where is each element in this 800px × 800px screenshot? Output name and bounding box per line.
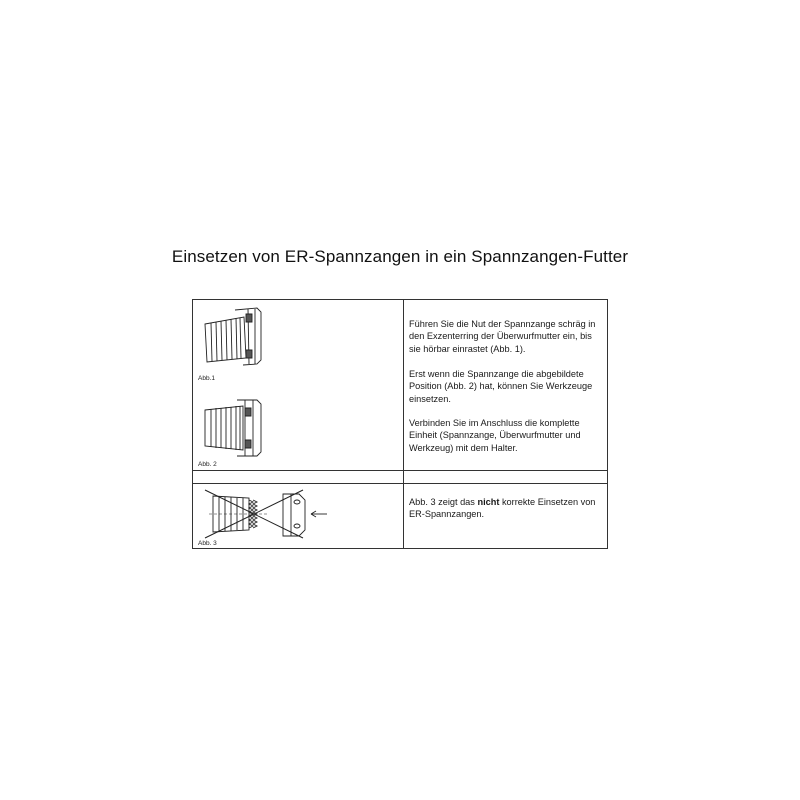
crossed-out-incorrect-insertion-drawing bbox=[199, 486, 339, 540]
figure-label: Abb.1 bbox=[198, 375, 215, 382]
instruction-table bbox=[192, 299, 608, 549]
figure-label: Abb. 3 bbox=[198, 540, 217, 547]
column-divider bbox=[403, 300, 404, 548]
row-divider bbox=[193, 483, 607, 484]
warning-paragraph bbox=[409, 496, 605, 521]
row-divider bbox=[193, 470, 607, 471]
page-title: Einsetzen von ER-Spannzangen in ein Spannzangen-Futter bbox=[171, 247, 629, 266]
collet-angled-insertion-drawing bbox=[199, 304, 269, 370]
instruction-paragraph: Verbinden Sie im Anschluss die komplette Einheit (Spannzange, Überwurfmutter und Werkzeug) mit dem Halter. bbox=[409, 418, 581, 453]
instruction-paragraph: Erst wenn die Spannzange die abgebildete Position (Abb. 2) hat, können Sie Werkzeuge einsetzen. bbox=[409, 369, 593, 404]
figure-label: Abb. 2 bbox=[198, 461, 217, 468]
warning-emphasis: nicht bbox=[477, 497, 500, 507]
instruction-paragraph: Führen Sie die Nut der Spannzange schräg in den Exzenterring der Überwurfmutter ein, bis sie hörbar einrastet (Abb. 1). bbox=[409, 319, 596, 354]
collet-seated-position-drawing bbox=[199, 394, 269, 460]
warning-text: korrekte Einsetzen von ER-Spannzangen. bbox=[409, 497, 596, 520]
warning-text: Abb. 3 zeigt das bbox=[409, 497, 478, 507]
